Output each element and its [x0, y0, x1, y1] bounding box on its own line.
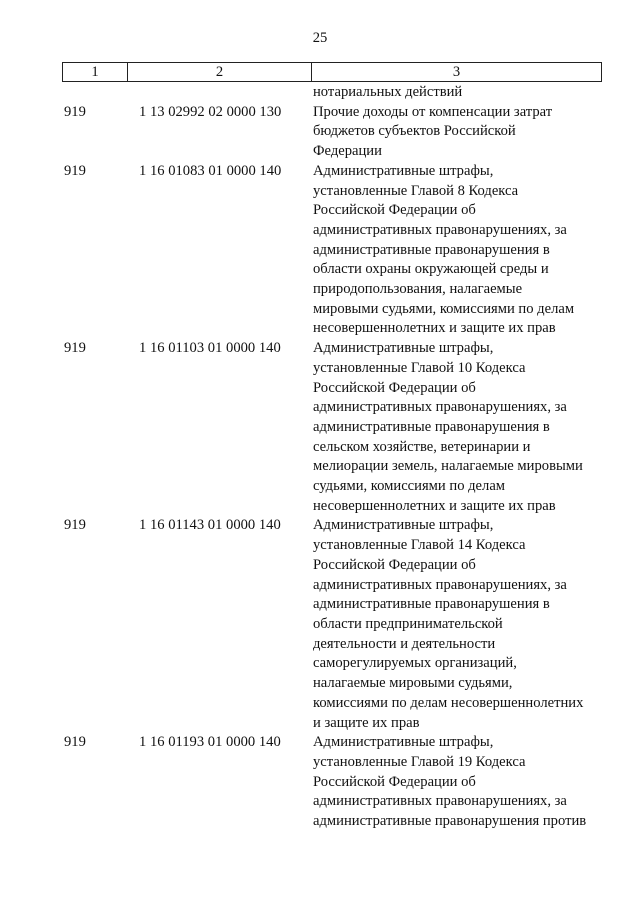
admin-code: 919 [64, 517, 86, 534]
description-line: сельском хозяйстве, ветеринарии и [313, 438, 531, 455]
admin-code [62, 83, 139, 103]
page-number: 25 [312, 30, 328, 46]
description-line: области предпринимательской [313, 615, 503, 632]
description-line: Прочие доходы от компенсации затрат [313, 103, 553, 120]
description-line: нотариальных действий [313, 84, 463, 100]
revenue-code: 1 16 01103 01 0000 140 [139, 340, 281, 357]
description-line: Административные штрафы, [313, 734, 494, 751]
revenue-code: 1 16 01193 01 0000 140 [139, 734, 281, 751]
admin-code: 919 [64, 103, 86, 120]
description-line: установленные Главой 19 Кодекса [313, 753, 526, 770]
description-line: комиссиями по делам несовершеннолетних [313, 694, 584, 711]
table-row-continuation [62, 83, 602, 103]
description-line: несовершеннолетних и защите их прав [313, 497, 556, 514]
description-line: Административные штрафы, [313, 340, 494, 357]
table-row [62, 733, 602, 832]
description-line: административные правонарушения в [313, 596, 550, 613]
revenue-description [313, 516, 602, 733]
description-line: бюджетов субъектов Российской [313, 123, 516, 140]
description-line: административные правонарушения в [313, 241, 550, 258]
description-line: саморегулируемых организаций, [313, 655, 517, 672]
description-line: административных правонарушениях, за [313, 576, 567, 593]
description-line: установленные Главой 14 Кодекса [313, 537, 526, 554]
description-line: Административные штрафы, [313, 162, 494, 179]
description-line: области охраны окружающей среды и [313, 261, 549, 278]
table-row [62, 162, 602, 339]
table-row [62, 103, 602, 162]
revenue-description [313, 339, 602, 516]
header-col-2: 2 [128, 63, 312, 81]
admin-code: 919 [64, 162, 86, 179]
description-line: мелиорации земель, налагаемые мировыми [313, 458, 583, 475]
admin-code: 919 [64, 340, 86, 357]
description-line: судьями, комиссиями по делам [313, 478, 506, 495]
revenue-description [313, 162, 602, 339]
revenue-code [139, 83, 313, 103]
description-line: административные правонарушения в [313, 418, 550, 435]
description-line: Российской Федерации об [313, 379, 476, 396]
table-body [62, 83, 602, 832]
description-line: установленные Главой 8 Кодекса [313, 182, 519, 199]
revenue-description [313, 103, 602, 162]
header-col-1: 1 [63, 63, 128, 81]
description-line: административных правонарушениях, за [313, 793, 567, 810]
table-header [62, 62, 602, 82]
description-line: Федерации [313, 143, 382, 160]
description-line: административные правонарушения против [313, 813, 587, 830]
revenue-description [313, 83, 602, 103]
admin-code: 919 [64, 734, 86, 751]
description-line: природопользования, налагаемые [313, 281, 523, 298]
description-line: Российской Федерации об [313, 556, 476, 573]
description-line: Российской Федерации об [313, 202, 476, 219]
revenue-code: 1 16 01083 01 0000 140 [139, 162, 282, 179]
revenue-code: 1 13 02992 02 0000 130 [139, 103, 282, 120]
description-line: установленные Главой 10 Кодекса [313, 359, 526, 376]
revenue-code: 1 16 01143 01 0000 140 [139, 517, 281, 534]
description-line: Российской Федерации об [313, 773, 476, 790]
description-line: и защите их прав [313, 714, 420, 731]
description-line: налагаемые мировыми судьями, [313, 675, 513, 692]
revenue-description [313, 733, 602, 832]
description-line: Административные штрафы, [313, 517, 494, 534]
description-line: деятельности и деятельности [313, 635, 496, 652]
description-line: административных правонарушениях, за [313, 399, 567, 416]
table-row [62, 339, 602, 516]
description-line: административных правонарушениях, за [313, 221, 567, 238]
table-row [62, 516, 602, 733]
description-line: несовершеннолетних и защите их прав [313, 320, 556, 337]
description-line: мировыми судьями, комиссиями по делам [313, 300, 575, 317]
header-col-3: 3 [452, 64, 461, 80]
